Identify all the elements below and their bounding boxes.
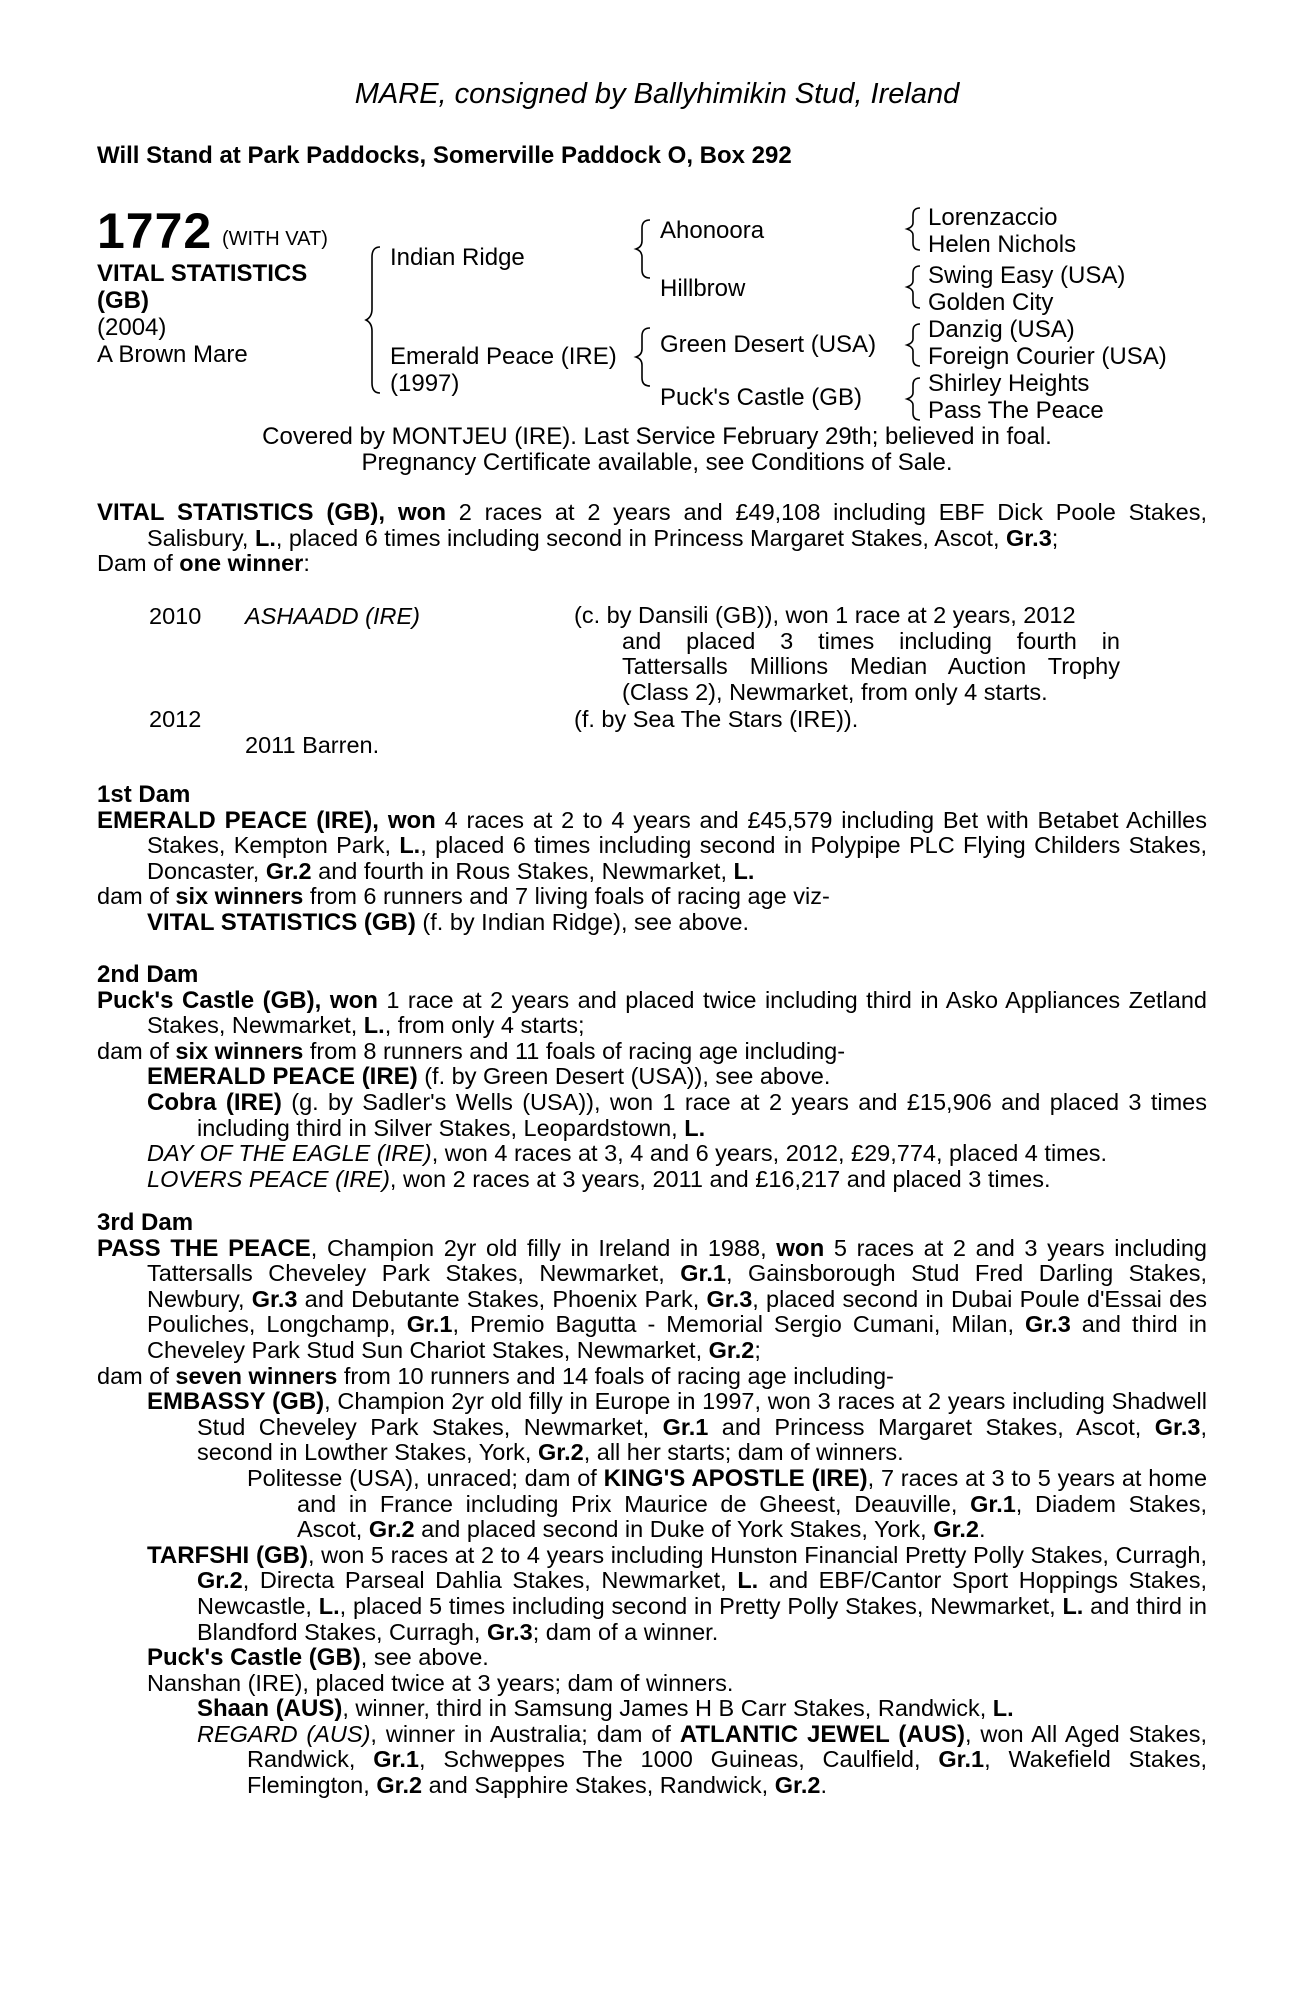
- third-dam-offspring-tarfshi: TARFSHI (GB), won 5 races at 2 to 4 years including Hunston Financial Pretty Polly Stakes, Curragh, Gr.2, Directa Parseal Dahlia Stakes, Newmarket, L. and EBF/Cantor Sport Hoppings Stakes, Newcastle, L., placed 5 times including second in Pretty Polly Stakes, Newmarket, L. and third in Blandford Stakes, Curragh, Gr.3; dam of a winner.: [147, 1541, 1207, 1645]
- lot-number: 1772: [97, 203, 213, 259]
- first-dam-heading: 1st Dam: [97, 781, 191, 808]
- third-dam-offspring-politesse: Politesse (USA), unraced; dam of KING'S APOSTLE (IRE), 7 races at 3 to 5 years at home and in France including Prix Maurice de Gheest, Deauville, Gr.1, Diadem Stakes, Ascot, Gr.2 and placed second in Duke of York Stakes, York, Gr.2.: [247, 1464, 1208, 1543]
- second-dam-section: [97, 962, 1207, 1192]
- pedigree-bracket-sire: [636, 218, 656, 280]
- pedigree-dds: Shirley Heights: [928, 370, 1090, 397]
- pedigree-ssd: Helen Nichols: [928, 231, 1077, 258]
- pedigree-bracket-dd: [906, 376, 926, 422]
- first-dam-section: [97, 782, 1207, 936]
- pedigree-bracket-dam: [636, 326, 656, 388]
- first-dam-record: EMERALD PEACE (IRE), won 4 races at 2 to 4 years and £45,579 including Bet with Betabet Achilles Stakes, Kempton Park, L., placed 6 times including second in Polypipe PLC Flying Childers Stakes, Doncaster, Gr.2 and fourth in Rous Stakes, Newmarket, L.: [97, 806, 1207, 884]
- second-dam-record: Puck's Castle (GB), won 1 race at 2 years and placed twice including third in Asko Appliances Zetland Stakes, Newmarket, L., from only 4 starts;: [97, 986, 1207, 1039]
- foal-2010-name: ASHAADD (IRE): [245, 603, 420, 629]
- foal-2010-year: 2010: [149, 603, 202, 629]
- second-dam-produce: dam of six winners from 8 runners and 11 foals of racing age including-: [97, 1037, 846, 1064]
- third-dam-offspring-pucks-castle: Puck's Castle (GB), see above.: [147, 1644, 489, 1672]
- foal-2010-record: (c. by Dansili (GB)), won 1 race at 2 years, 2012 and placed 3 times including fourth in Tattersalls Millions Median Auction Trophy (Class 2), Newmarket, from only 4 starts.: [574, 602, 1120, 705]
- foal-2012-record: (f. by Sea The Stars (IRE)).: [574, 706, 859, 732]
- pedigree-sds: Swing Easy (USA): [928, 262, 1126, 289]
- pedigree-dsd: Foreign Courier (USA): [928, 343, 1167, 370]
- third-dam-section: [97, 1210, 1207, 1799]
- horse-year: (2004): [97, 314, 167, 341]
- first-dam-offspring: VITAL STATISTICS (GB) (f. by Indian Ridge), see above.: [147, 908, 749, 936]
- pedigree-bracket-sd: [906, 264, 926, 310]
- covered-note: Covered by MONTJEU (IRE). Last Service February 29th; believed in foal.: [262, 423, 1052, 450]
- horse-description: A Brown Mare: [97, 341, 248, 368]
- produce-record: [97, 500, 1207, 577]
- barren-note: 2011 Barren.: [245, 732, 380, 758]
- dam-of-winners: Dam of one winner:: [97, 550, 310, 577]
- third-dam-produce: dam of seven winners from 10 runners and 14 foals of racing age including-: [97, 1362, 894, 1389]
- horse-name: VITAL STATISTICS: [97, 260, 308, 287]
- pedigree-dam-sire: Green Desert (USA): [660, 331, 877, 358]
- pedigree-ddd: Pass The Peace: [928, 397, 1104, 424]
- pedigree-dam-year: (1997): [390, 370, 460, 397]
- third-dam-offspring-nanshan: Nanshan (IRE), placed twice at 3 years; dam of winners.: [147, 1669, 734, 1696]
- pedigree-sdd: Golden City: [928, 289, 1054, 316]
- vat-note: (WITH VAT): [222, 228, 328, 250]
- third-dam-grandoffspring-shaan: Shaan (AUS), winner, third in Samsung James H B Carr Stakes, Randwick, L.: [197, 1695, 1014, 1723]
- third-dam-record: PASS THE PEACE, Champion 2yr old filly in Ireland in 1988, won 5 races at 2 and 3 years including Tattersalls Cheveley Park Stakes, Newmarket, Gr.1, Gainsborough Stud Fred Darling Stakes, Newbury, Gr.3 and Debutante Stakes, Phoenix Park, Gr.3, placed second in Dubai Poule d'Essai des Pouliches, Longchamp, Gr.1, Premio Bagutta - Memorial Sergio Cumani, Milan, Gr.3 and third in Cheveley Park Stud Sun Chariot Stakes, Newmarket, Gr.2;: [97, 1234, 1207, 1363]
- second-dam-heading: 2nd Dam: [97, 961, 199, 988]
- pedigree-dam-dam: Puck's Castle (GB): [660, 384, 862, 411]
- foal-2012-year: 2012: [149, 706, 202, 732]
- pedigree-sss: Lorenzaccio: [928, 204, 1058, 231]
- pedigree-bracket-ds: [906, 322, 926, 368]
- horse-name-suffix: (GB): [97, 287, 149, 314]
- pedigree-bracket-main: [366, 245, 386, 395]
- pedigree-sire: Indian Ridge: [390, 244, 525, 271]
- first-dam-produce: dam of six winners from 6 runners and 7 living foals of racing age viz-: [97, 883, 830, 910]
- mare-race-record: VITAL STATISTICS (GB), won 2 races at 2 years and £49,108 including EBF Dick Poole Stakes, Salisbury, L., placed 6 times including second in Princess Margaret Stakes, Ascot, Gr.3;: [97, 499, 1207, 551]
- third-dam-grandoffspring-regard: REGARD (AUS), winner in Australia; dam of ATLANTIC JEWEL (AUS), won All Aged Stakes, Randwick, Gr.1, Schweppes The 1000 Guineas, Caulfield, Gr.1, Wakefield Stakes, Flemington, Gr.2 and Sapphire Stakes, Randwick, Gr.2.: [197, 1720, 1207, 1799]
- pedigree-dam: Emerald Peace (IRE): [390, 343, 617, 370]
- third-dam-offspring-embassy: EMBASSY (GB), Champion 2yr old filly in Europe in 1997, won 3 races at 2 years including Shadwell Stud Cheveley Park Stakes, Newmarket, Gr.1 and Princess Margaret Stakes, Ascot, Gr.3, second in Lowther Stakes, York, Gr.2, all her starts; dam of winners.: [147, 1388, 1207, 1466]
- pedigree-bracket-ss: [906, 206, 926, 252]
- pedigree-dss: Danzig (USA): [928, 316, 1075, 343]
- page-title: MARE, consigned by Ballyhimikin Stud, Ireland: [354, 78, 960, 110]
- second-dam-offspring-3: DAY OF THE EAGLE (IRE), won 4 races at 3, 4 and 6 years, 2012, £29,774, placed 4 times.: [147, 1140, 1108, 1167]
- second-dam-offspring-2: Cobra (IRE) (g. by Sadler's Wells (USA)), won 1 race at 2 years and £15,906 and placed 3 times including third in Silver Stakes, Leopardstown, L.: [147, 1088, 1207, 1141]
- second-dam-offspring-4: LOVERS PEACE (IRE), won 2 races at 3 years, 2011 and £16,217 and placed 3 times.: [147, 1165, 1051, 1192]
- pedigree-sire-sire: Ahonoora: [660, 217, 765, 244]
- pregnancy-note: Pregnancy Certificate available, see Conditions of Sale.: [361, 449, 953, 476]
- stand-location: Will Stand at Park Paddocks, Somerville Paddock O, Box 292: [97, 142, 792, 169]
- third-dam-heading: 3rd Dam: [97, 1209, 194, 1236]
- pedigree-sire-dam: Hillbrow: [660, 275, 746, 302]
- second-dam-offspring-1: EMERALD PEACE (IRE) (f. by Green Desert (USA)), see above.: [147, 1063, 831, 1091]
